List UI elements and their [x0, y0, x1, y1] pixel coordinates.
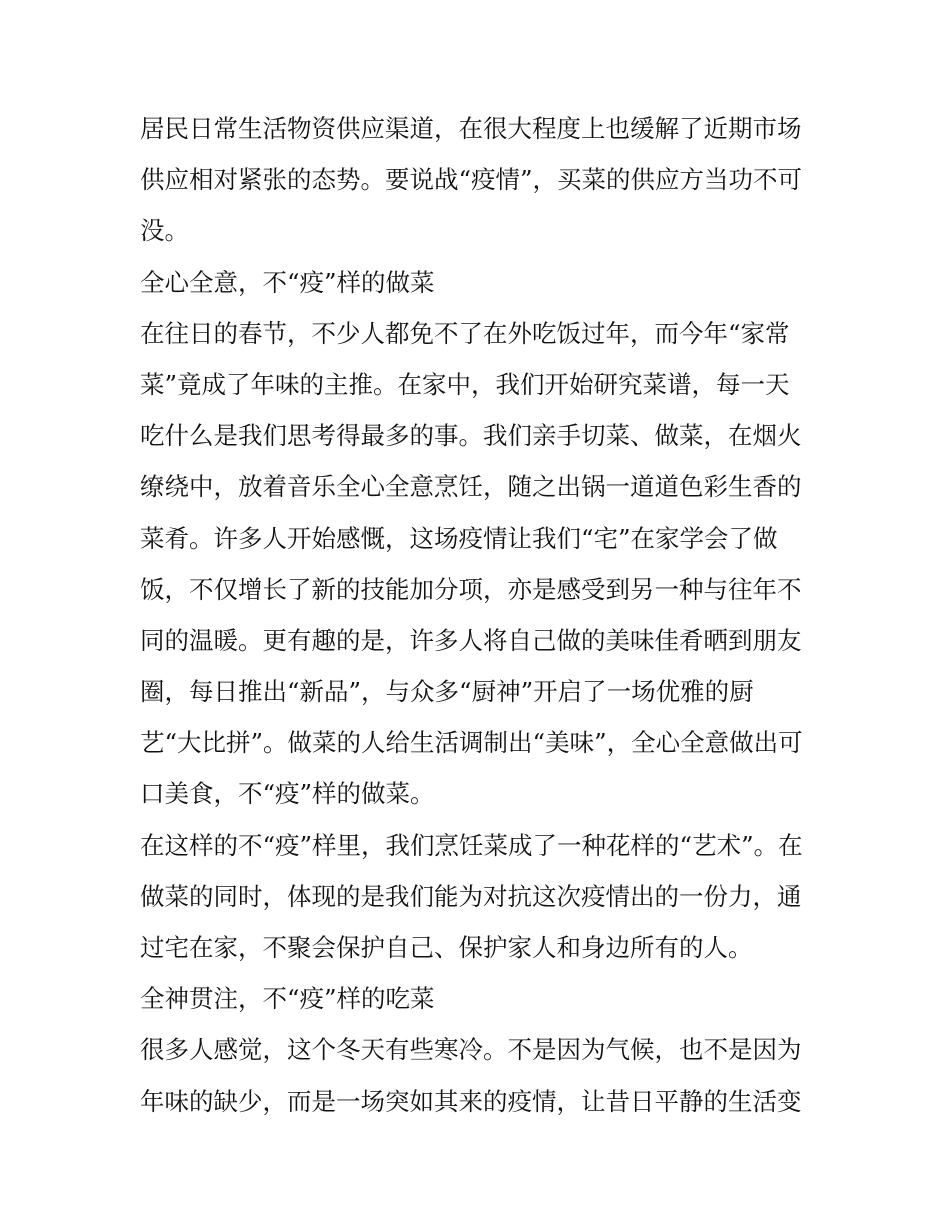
text-line: 菜肴。许多人开始感慨，这场疫情让我们“宅”在家学会了做	[140, 523, 778, 553]
text-line: 做菜的同时，体现的是我们能为对抗这次疫情出的一份力，通	[140, 881, 802, 911]
text-line: 菜”竟成了年味的主推。在家中，我们开始研究菜谱，每一天	[140, 369, 790, 399]
text-line: 吃什么是我们思考得最多的事。我们亲手切菜、做菜，在烟火	[140, 421, 802, 451]
text-line: 艺“大比拼”。做菜的人给生活调制出“美味”，全心全意做出可	[140, 728, 803, 758]
text-line: 饭，不仅增长了新的技能加分项，亦是感受到另一种与往年不	[140, 574, 802, 604]
section-heading: 全神贯注，不“疫”样的吃菜	[140, 984, 435, 1014]
text-line: 口美食，不“疫”样的做菜。	[140, 779, 435, 809]
text-line: 供应相对紧张的态势。要说战“疫情”，买菜的供应方当功不可	[140, 165, 803, 195]
text-line: 没。	[140, 216, 189, 246]
text-line: 在这样的不“疫”样里，我们烹饪菜成了一种花样的“艺术”。在	[140, 830, 803, 860]
text-line: 缭绕中，放着音乐全心全意烹饪，随之出锅一道道色彩生香的	[140, 472, 802, 502]
text-line: 很多人感觉，这个冬天有些寒冷。不是因为气候，也不是因为	[140, 1035, 802, 1065]
document-body	[140, 103, 812, 1127]
text-line: 同的温暖。更有趣的是，许多人将自己做的美味佳肴晒到朋友	[140, 625, 802, 655]
text-line: 年味的缺少，而是一场突如其来的疫情，让昔日平静的生活变	[140, 1086, 802, 1116]
text-line: 过宅在家，不聚会保护自己、保护家人和身边所有的人。	[140, 933, 753, 962]
text-line: 在往日的春节，不少人都免不了在外吃饭过年，而今年“家常	[140, 318, 790, 348]
text-line: 圈，每日推出“新品”，与众多“厨神”开启了一场优雅的厨	[140, 677, 754, 707]
text-line: 居民日常生活物资供应渠道，在很大程度上也缓解了近期市场	[140, 114, 802, 143]
section-heading: 全心全意，不“疫”样的做菜	[140, 267, 435, 297]
